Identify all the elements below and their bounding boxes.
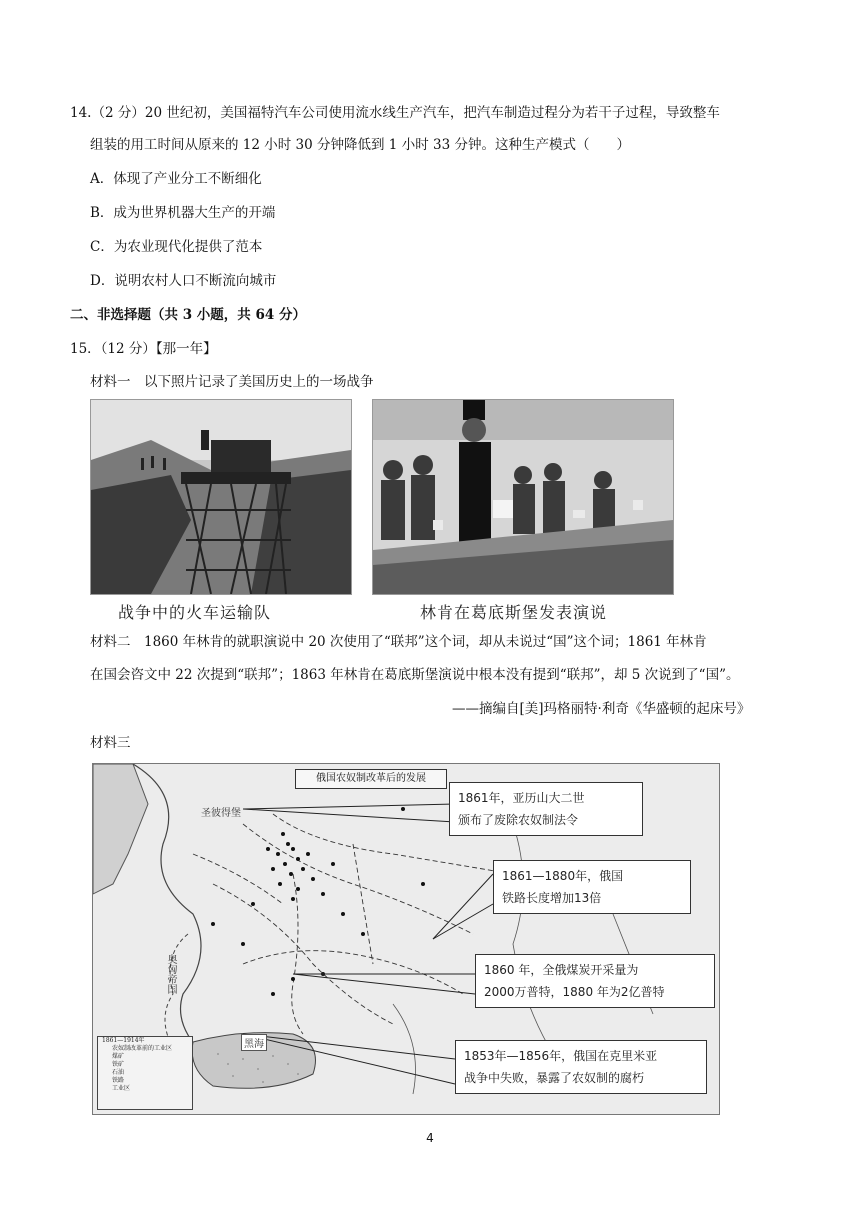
section-heading: 二、非选择题（共 3 小题，共 64 分） xyxy=(70,307,306,323)
q15-header: 15．（12 分）【那一年】 xyxy=(70,341,217,357)
map-label-sea: 黑海 xyxy=(241,1034,267,1051)
train-photo-caption: 战争中的火车运输队 xyxy=(118,603,272,622)
q14-option-c: C．为农业现代化提供了范本 xyxy=(90,239,263,255)
legend-item: 石油 xyxy=(112,1069,125,1076)
legend-item: 工业区 xyxy=(112,1085,131,1092)
annotation-box-3-line2: 2000万普特，1880 年为2亿普特 xyxy=(484,985,665,999)
russia-map xyxy=(92,763,720,1115)
map-title: 俄国农奴制改革后的发展 xyxy=(295,769,447,789)
map-legend xyxy=(97,1036,193,1110)
train-photo xyxy=(90,399,352,595)
annotation-box-2-line2: 铁路长度增加13倍 xyxy=(502,891,602,905)
annotation-box-1-line2: 颁布了废除农奴制法令 xyxy=(458,813,579,827)
legend-item: 铁路 xyxy=(112,1077,125,1084)
q14-line1: 14.（2 分）20 世纪初，美国福特汽车公司使用流水线生产汽车，把汽车制造过程分为若干子过程，导致整车 xyxy=(70,105,720,121)
material2-source: ——摘编自[美]玛格丽特·利奇《华盛顿的起床号》 xyxy=(452,701,751,717)
annotation-box-4-line2: 战争中失败，暴露了农奴制的腐朽 xyxy=(464,1071,645,1085)
lincoln-photo-caption: 林肯在葛底斯堡发表演说 xyxy=(420,603,608,622)
annotation-box-1-line1: 1861年，亚历山大二世 xyxy=(458,791,585,805)
q14-option-b: B．成为世界机器大生产的开端 xyxy=(90,205,276,221)
material2-line1: 材料二 1860 年林肯的就职演说中 20 次使用了“联邦”这个词，却从未说过“国”这个词；1861 年林肯 xyxy=(90,634,707,650)
q14-option-a: A．体现了产业分工不断细化 xyxy=(90,171,262,187)
map-label-empire: 奥匈帝国 xyxy=(165,954,176,994)
material3-label: 材料三 xyxy=(90,735,131,751)
legend-item: 农奴制改革前的工业区 xyxy=(112,1045,173,1052)
legend-item: 煤矿 xyxy=(112,1053,125,1060)
annotation-box-3-line1: 1860 年，全俄煤炭开采量为 xyxy=(484,963,639,977)
annotation-box-4-line1: 1853年—1856年，俄国在克里米亚 xyxy=(464,1049,658,1063)
annotation-box-3 xyxy=(475,954,715,1008)
q14-option-d: D．说明农村人口不断流向城市 xyxy=(90,273,277,289)
legend-item: 1861—1914年 xyxy=(102,1037,145,1044)
lincoln-photo xyxy=(372,399,674,595)
annotation-box-1 xyxy=(449,782,643,836)
material2-line2: 在国会咨文中 22 次提到“联邦”；1863 年林肯在葛底斯堡演说中根本没有提到“联邦”，却 5 次说到了“国”。 xyxy=(90,667,740,683)
legend-item: 铁矿 xyxy=(112,1061,125,1068)
material1-label: 材料一 以下照片记录了美国历史上的一场战争 xyxy=(90,374,374,390)
annotation-box-4 xyxy=(455,1040,707,1094)
annotation-box-2 xyxy=(493,860,691,914)
map-label-petersburg: 圣彼得堡 xyxy=(201,808,241,819)
q14-line2: 组装的用工时间从原来的 12 小时 30 分钟降低到 1 小时 33 分钟。这种生产模式（ ） xyxy=(90,137,630,153)
page-number: 4 xyxy=(426,1131,434,1145)
annotation-box-2-line1: 1861—1880年，俄国 xyxy=(502,869,624,883)
